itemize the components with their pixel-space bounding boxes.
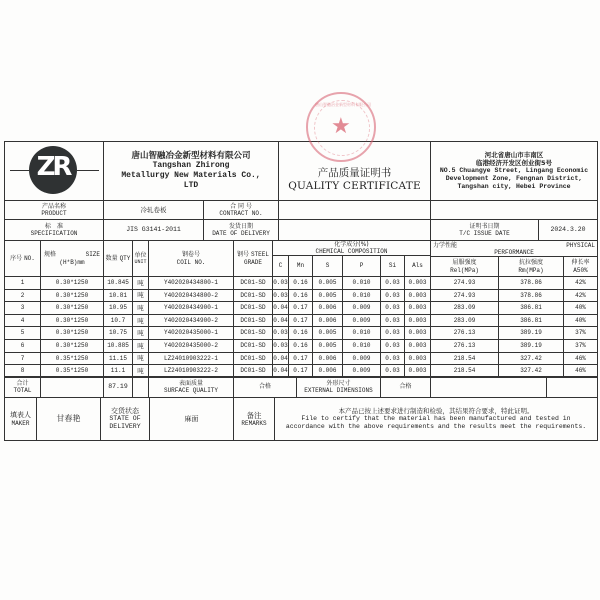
cell-si: 0.03 <box>380 352 405 366</box>
delivery-label: 发货日期 DATE OF DELIVERY <box>203 219 279 241</box>
cell-c: 0.03 <box>272 339 289 353</box>
header-a50: 伸长率 A50% <box>563 256 598 277</box>
cell-als: 0.003 <box>404 276 431 290</box>
cell-p: 0.009 <box>342 364 381 378</box>
company-name-en-1: Tangshan Zhirong <box>152 161 230 171</box>
header-size: 规格 SIZE (H*B)mm <box>40 240 104 277</box>
cell-qty: 11.15 <box>103 352 133 366</box>
cell-c: 0.03 <box>272 289 289 303</box>
cell-rel: 218.54 <box>430 364 499 378</box>
cell-mn: 0.17 <box>288 364 313 378</box>
delivery-value <box>278 219 431 241</box>
cell-si: 0.03 <box>380 301 405 315</box>
state-of-delivery-value: 麻面 <box>149 397 234 441</box>
cell-grade: DC01-SD <box>233 364 273 378</box>
company-name-en-3: LTD <box>183 181 199 191</box>
header-p: P <box>342 255 381 277</box>
external-dimensions-label: 外形尺寸 EXTERNAL DIMENSIONS <box>296 376 381 398</box>
surface-quality-label: 表面质量 SURFACE QUALITY <box>148 376 234 398</box>
spec-label: 标 准 SPECIFICATION <box>4 219 104 241</box>
cell-a50: 42% <box>563 276 598 290</box>
title-cn: 产品质量证明书 <box>317 166 392 179</box>
cell-a50: 37% <box>563 339 598 353</box>
address-cn-1: 河北省唐山市丰南区 <box>484 151 544 160</box>
cell-no: 8 <box>4 364 41 378</box>
cell-c: 0.04 <box>272 314 289 328</box>
product-label: 产品名称 PRODUCT <box>4 200 104 220</box>
issue-date-value: 2024.3.20 <box>538 219 598 241</box>
cell-unit: 吨 <box>132 276 149 290</box>
cell-a50: 40% <box>563 301 598 315</box>
total-label: 合计 TOTAL <box>4 376 41 398</box>
cell-size: 0.30*1250 <box>40 301 104 315</box>
cell-mn: 0.17 <box>288 352 313 366</box>
contract-value <box>278 200 431 220</box>
header-no: 序号 NO. <box>4 240 41 277</box>
cell-als: 0.003 <box>404 339 431 353</box>
cell-rel: 283.09 <box>430 301 499 315</box>
cell-si: 0.03 <box>380 289 405 303</box>
cell-coil: Y402020435000-1 <box>148 326 234 340</box>
cell-als: 0.003 <box>404 314 431 328</box>
cell-si: 0.03 <box>380 339 405 353</box>
cell-c: 0.04 <box>272 301 289 315</box>
header-c: C <box>272 255 289 277</box>
header-rm: 抗拉强度 Rm(MPa) <box>498 256 564 277</box>
cell-no: 7 <box>4 352 41 366</box>
cell-grade: DC01-SD <box>233 289 273 303</box>
cell-size: 0.30*1250 <box>40 289 104 303</box>
issue-date-label: 证明书日期 T/C ISSUE DATE <box>430 219 539 241</box>
cell-unit: 吨 <box>132 326 149 340</box>
cell-rm: 327.42 <box>498 352 564 366</box>
cell-mn: 0.16 <box>288 276 313 290</box>
cell-rel: 274.93 <box>430 276 499 290</box>
cell-s: 0.006 <box>312 314 343 328</box>
cell-no: 4 <box>4 314 41 328</box>
cell-a50: 46% <box>563 352 598 366</box>
cell-unit: 吨 <box>132 289 149 303</box>
cell-no: 2 <box>4 289 41 303</box>
certification-statement: 本产品已按上述要求进行制造和检验，其结果符合要求，特此证明。 File to certify that the material has been manufactured and tested in accordance with the above requirements and the results meet the requirements. <box>274 397 598 441</box>
total-unit-blank <box>132 376 149 398</box>
cell-size: 0.35*1250 <box>40 352 104 366</box>
header-si: Si <box>380 255 405 277</box>
cell-c: 0.04 <box>272 352 289 366</box>
cell-size: 0.30*1250 <box>40 314 104 328</box>
spec-value: JIS G3141-2011 <box>103 219 204 241</box>
cell-s: 0.005 <box>312 289 343 303</box>
logo-line-right <box>77 170 99 171</box>
cell-no: 1 <box>4 276 41 290</box>
cell-qty: 10.95 <box>103 301 133 315</box>
cell-rel: 276.13 <box>430 326 499 340</box>
header-s: S <box>312 255 343 277</box>
cell-si: 0.03 <box>380 326 405 340</box>
contract-label: 合 同 号 CONTRACT NO. <box>203 200 279 220</box>
cell-grade: DC01-SD <box>233 301 273 315</box>
external-dimensions-value: 合格 <box>380 376 431 398</box>
cell-unit: 吨 <box>132 364 149 378</box>
cell-coil: LZ24010903222-2 <box>148 364 234 378</box>
cell-size: 0.30*1250 <box>40 326 104 340</box>
cell-rm: 389.19 <box>498 326 564 340</box>
cell-coil: Y402020434900-2 <box>148 314 234 328</box>
header-mn: Mn <box>288 255 313 277</box>
cell-als: 0.003 <box>404 364 431 378</box>
cell-grade: DC01-SD <box>233 326 273 340</box>
remarks-label: 备注 REMARKS <box>233 397 275 441</box>
cell-si: 0.03 <box>380 314 405 328</box>
total-size-blank <box>40 376 104 398</box>
cell-s: 0.005 <box>312 276 343 290</box>
cell-mn: 0.17 <box>288 314 313 328</box>
cell-unit: 吨 <box>132 339 149 353</box>
header-chem: 化学成分(%) CHEMICAL COMPOSITION <box>272 240 431 256</box>
cell-qty: 10.75 <box>103 326 133 340</box>
cell-als: 0.003 <box>404 352 431 366</box>
maker-label: 填表人 MAKER <box>4 397 37 441</box>
cell-als: 0.003 <box>404 289 431 303</box>
header-performance: 力学性能 PHYSICAL PERFORMANCE <box>430 240 598 257</box>
cell-a50: 46% <box>563 364 598 378</box>
surface-quality-value: 合格 <box>233 376 297 398</box>
header-grade: 钢号 STEEL GRADE <box>233 240 273 277</box>
header-als: Als <box>404 255 431 277</box>
header-qty: 数量 QTY <box>103 240 133 277</box>
address-cell <box>430 141 598 201</box>
title-en: QUALITY CERTIFICATE <box>288 180 421 192</box>
product-value: 冷轧卷板 <box>103 200 204 220</box>
cell-grade: DC01-SD <box>233 339 273 353</box>
cell-c: 0.03 <box>272 326 289 340</box>
cell-a50: 37% <box>563 326 598 340</box>
logo-line-left <box>10 170 29 171</box>
cell-qty: 10.81 <box>103 289 133 303</box>
company-name-cell <box>103 141 279 201</box>
cell-p: 0.009 <box>342 352 381 366</box>
total-blank-1 <box>430 376 547 398</box>
cell-rel: 276.13 <box>430 339 499 353</box>
cell-qty: 10.845 <box>103 276 133 290</box>
cell-unit: 吨 <box>132 301 149 315</box>
cell-s: 0.005 <box>312 339 343 353</box>
cell-als: 0.003 <box>404 326 431 340</box>
address-cn-2: 临港经济开发区创业街5号 <box>475 159 553 168</box>
cell-rm: 378.86 <box>498 276 564 290</box>
cell-mn: 0.16 <box>288 326 313 340</box>
cell-si: 0.03 <box>380 276 405 290</box>
header-rel: 屈服强度 Rel(MPa) <box>430 256 499 277</box>
cell-p: 0.010 <box>342 326 381 340</box>
cell-coil: Y402020434900-1 <box>148 301 234 315</box>
stamp-text: 唐山智融冶金新型材料有限公司 <box>315 102 371 107</box>
cell-p: 0.009 <box>342 314 381 328</box>
cell-coil: Y402020434800-1 <box>148 276 234 290</box>
cell-s: 0.006 <box>312 301 343 315</box>
cell-coil: Y402020434800-2 <box>148 289 234 303</box>
company-name-cn: 唐山智融冶金新型材料有限公司 <box>131 150 251 161</box>
cell-rm: 378.86 <box>498 289 564 303</box>
cell-s: 0.006 <box>312 364 343 378</box>
cell-p: 0.009 <box>342 301 381 315</box>
cell-no: 6 <box>4 339 41 353</box>
cell-no: 3 <box>4 301 41 315</box>
cell-rel: 283.09 <box>430 314 499 328</box>
stamp-star-icon: ★ <box>331 114 351 139</box>
cell-unit: 吨 <box>132 314 149 328</box>
cell-no: 5 <box>4 326 41 340</box>
cell-mn: 0.17 <box>288 301 313 315</box>
logo-text: ZR <box>36 152 70 182</box>
cell-qty: 11.1 <box>103 364 133 378</box>
cell-rel: 274.93 <box>430 289 499 303</box>
state-of-delivery-label: 交货状态 STATE OF DELIVERY <box>100 397 150 441</box>
cell-rm: 386.81 <box>498 301 564 315</box>
maker-value: 甘春艳 <box>36 397 101 441</box>
cell-size: 0.30*1250 <box>40 276 104 290</box>
cell-c: 0.03 <box>272 276 289 290</box>
company-name-en-2: Metallurgy New Materials Co., <box>121 171 261 181</box>
cell-rm: 386.81 <box>498 314 564 328</box>
cell-size: 0.35*1250 <box>40 364 104 378</box>
cell-a50: 42% <box>563 289 598 303</box>
cell-s: 0.006 <box>312 352 343 366</box>
cell-s: 0.005 <box>312 326 343 340</box>
contract-blank <box>430 200 598 220</box>
company-stamp <box>306 92 376 162</box>
cell-coil: LZ24010903222-1 <box>148 352 234 366</box>
cell-qty: 10.7 <box>103 314 133 328</box>
cell-unit: 吨 <box>132 352 149 366</box>
cell-rel: 218.54 <box>430 352 499 366</box>
header-coil: 钢卷号 COIL NO. <box>148 240 234 277</box>
cell-qty: 10.885 <box>103 339 133 353</box>
cell-size: 0.30*1250 <box>40 339 104 353</box>
cell-mn: 0.16 <box>288 339 313 353</box>
cell-rm: 327.42 <box>498 364 564 378</box>
cell-rm: 389.19 <box>498 339 564 353</box>
cell-grade: DC01-SD <box>233 314 273 328</box>
cell-als: 0.003 <box>404 301 431 315</box>
total-blank-2 <box>546 376 598 398</box>
cell-mn: 0.16 <box>288 289 313 303</box>
cell-p: 0.010 <box>342 289 381 303</box>
total-qty: 87.19 <box>103 376 133 398</box>
cell-coil: Y402020435000-2 <box>148 339 234 353</box>
header-unit: 单位 UNIT <box>132 240 149 277</box>
cell-si: 0.03 <box>380 364 405 378</box>
cell-p: 0.010 <box>342 339 381 353</box>
cell-grade: DC01-SD <box>233 276 273 290</box>
cell-c: 0.04 <box>272 364 289 378</box>
cell-p: 0.010 <box>342 276 381 290</box>
cell-a50: 40% <box>563 314 598 328</box>
address-en: NO.5 Chuangye Street, Lingang Economic Development Zone, Fengnan District, Tangshan city, Hebei Province <box>439 167 589 191</box>
cell-grade: DC01-SD <box>233 352 273 366</box>
